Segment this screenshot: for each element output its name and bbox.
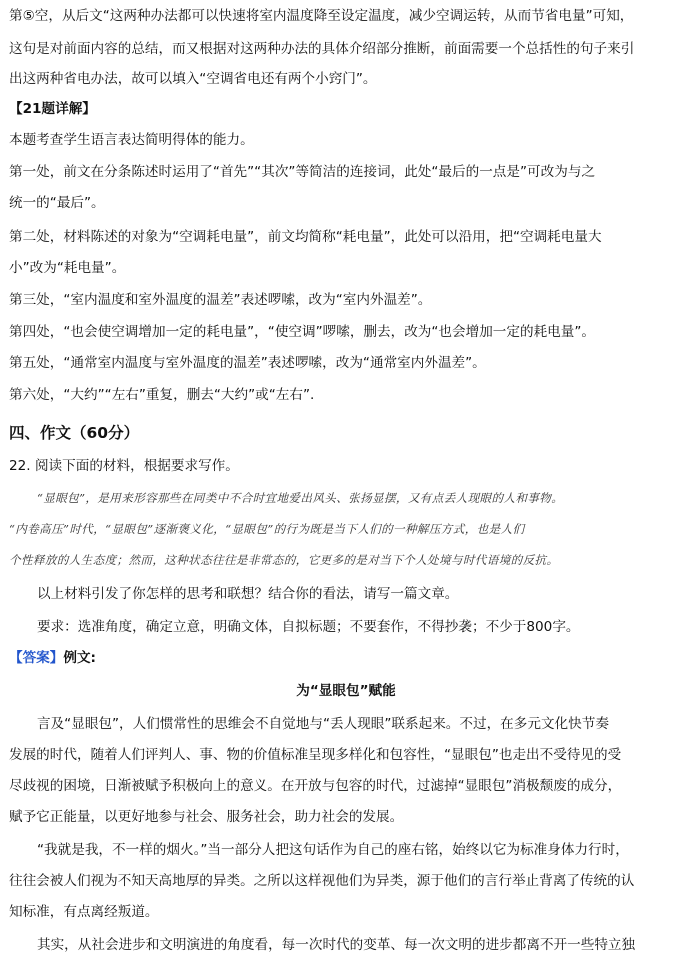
requirements-line: 要求：选准角度，确定立意，明确文体，自拟标题；不要套作，不得抄袭；不少于800字。 — [37, 619, 580, 635]
essay-line: 尽歧视的困境，日渐被赋予积极向上的意义。在开放与包容的时代，过滤掉“显眼包”消极颓废的成分， — [9, 778, 622, 794]
text-line: 统一的“最后”。 — [9, 195, 105, 211]
question-22: 22. 阅读下面的材料，根据要求写作。 — [9, 458, 239, 474]
text-line: 本题考查学生语言表达简明得体的能力。 — [9, 132, 254, 148]
essay-line: 言及“显眼包”，人们惯常性的思维会不自觉地与“丢人现眼”联系起来。不过，在多元文化快节奏 — [37, 716, 609, 732]
text-line: 出这两种省电办法，故可以填入“空调省电还有两个小窍门”。 — [9, 71, 377, 87]
essay-line: “我就是我，不一样的烟火。”当一部分人把这句话作为自己的座右铭，始终以它为标准身体力行时， — [37, 842, 629, 858]
text-line: 第二处，材料陈述的对象为“空调耗电量”，前文均简称“耗电量”，此处可以沿用，把“空调耗电量大 — [9, 229, 602, 245]
text-line: 小”改为“耗电量”。 — [9, 260, 126, 276]
text-line: 以上材料引发了你怎样的思考和联想？结合你的看法，请写一篇文章。 — [37, 586, 459, 602]
material-line: “显眼包”，是用来形容那些在同类中不合时宜地爱出风头、张扬显摆，又有点丢人现眼的人和事物。 — [37, 491, 564, 505]
text-line: 第六处，“大约”“左右”重复，删去“大约”或“左右”. — [9, 387, 315, 403]
text-line: 这句是对前面内容的总结，而又根据对这两种办法的具体介绍部分推断，前面需要一个总括性的句子来引 — [9, 41, 635, 57]
text-line: 第三处，“室内温度和室外温度的温差”表述啰嗦，改为“室内外温差”。 — [9, 292, 432, 308]
answer-rest: 例文: — [63, 650, 96, 666]
section-heading-21: 【21题详解】 — [9, 101, 96, 117]
section-heading-composition: 四、作文（60分） — [9, 424, 140, 442]
answer-label — [9, 648, 684, 668]
essay-line: 往往会被人们视为不知天高地厚的异类。之所以这样视他们为异类，源于他们的言行举止背离了传统的认 — [9, 873, 635, 889]
essay-line: 其实，从社会进步和文明演进的角度看，每一次时代的变革、每一次文明的进步都离不开一些特立独 — [37, 937, 636, 953]
text-line: 第⑤空，从后文“这两种办法都可以快速将室内温度降至设定温度，减少空调运转，从而节省电量”可知， — [9, 8, 634, 24]
material-line: 个性释放的人生态度；然而，这种状态往往是非常态的，它更多的是对当下个人处境与时代语境的反抗。 — [9, 553, 559, 567]
essay-line: 赋予它正能量，以更好地参与社会、服务社会，助力社会的发展。 — [9, 809, 404, 825]
material-line: “内卷高压”时代，“显眼包”逐渐褒义化，“显眼包”的行为既是当下人们的一种解压方式，也是人们 — [9, 522, 525, 536]
answer-tag: 【答案】 — [9, 650, 64, 666]
essay-line: 知标准，有点离经叛道。 — [9, 904, 159, 920]
text-line: 第四处，“也会使空调增加一定的耗电量”，“使空调”啰嗦，删去，改为“也会增加一定的耗电量”。 — [9, 324, 596, 340]
text-line: 第五处，“通常室内温度与室外温度的温差”表述啰嗦，改为“通常室内外温差”。 — [9, 355, 486, 371]
text-line: 第一处，前文在分条陈述时运用了“首先”“其次”等简洁的连接词，此处“最后的一点是”可改为与之 — [9, 164, 596, 180]
essay-title: 为“显眼包”赋能 — [296, 683, 396, 699]
essay-line: 发展的时代，随着人们评判人、事、物的价值标准呈现多样化和包容性，“显眼包”也走出不受待见的受 — [9, 747, 622, 763]
